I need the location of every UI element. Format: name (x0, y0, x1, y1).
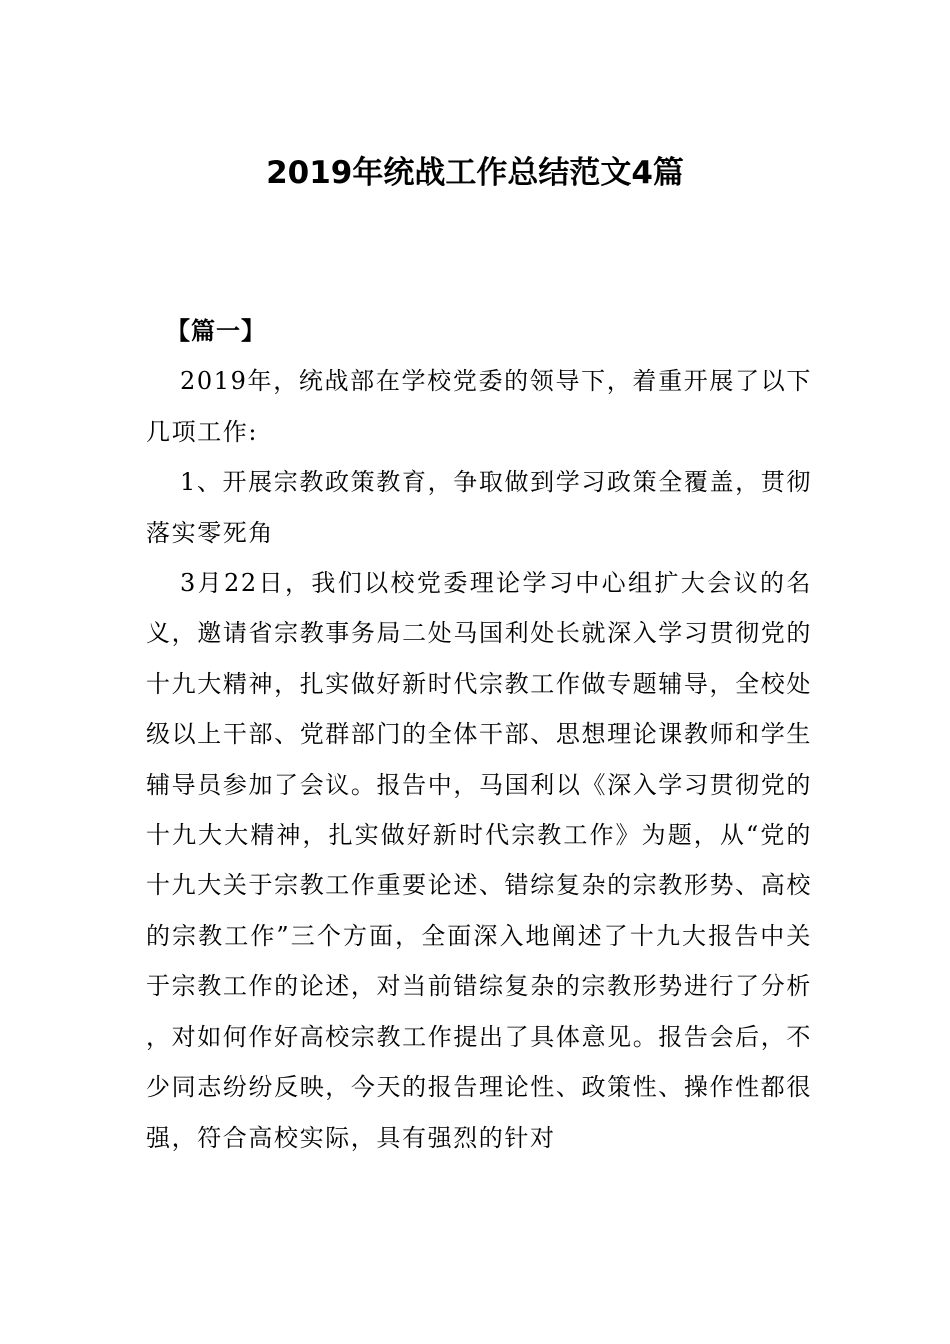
document-body (146, 306, 812, 1163)
paragraph-item-1-body: 3月22日，我们以校党委理论学习中心组扩大会议的名义，邀请省宗教事务局二处马国利处长就深入学习贯彻党的十九大精神，扎实做好新时代宗教工作做专题辅导，全校处级以上干部、党群部门的全体干部、思想理论课教师和学生辅导员参加了会议。报告中，马国利以《深入学习贯彻党的十九大大精神，扎实做好新时代宗教工作》为题，从“党的十九大关于宗教工作重要论述、错综复杂的宗教形势、高校的宗教工作”三个方面，全面深入地阐述了十九大报告中关于宗教工作的论述，对当前错综复杂的宗教形势进行了分析，对如何作好高校宗教工作提出了具体意见。报告会后，不少同志纷纷反映，今天的报告理论性、政策性、操作性都很强，符合高校实际，具有强烈的针对 (146, 569, 812, 1152)
paragraph-item-1-heading: 1、开展宗教政策教育，争取做到学习政策全覆盖，贯彻落实零死角 (146, 468, 812, 547)
paragraph-intro: 2019年，统战部在学校党委的领导下，着重开展了以下几项工作: (146, 367, 812, 446)
document-title: 2019年统战工作总结范文4篇 (266, 155, 684, 191)
section-heading: 【篇一】 (166, 317, 266, 345)
